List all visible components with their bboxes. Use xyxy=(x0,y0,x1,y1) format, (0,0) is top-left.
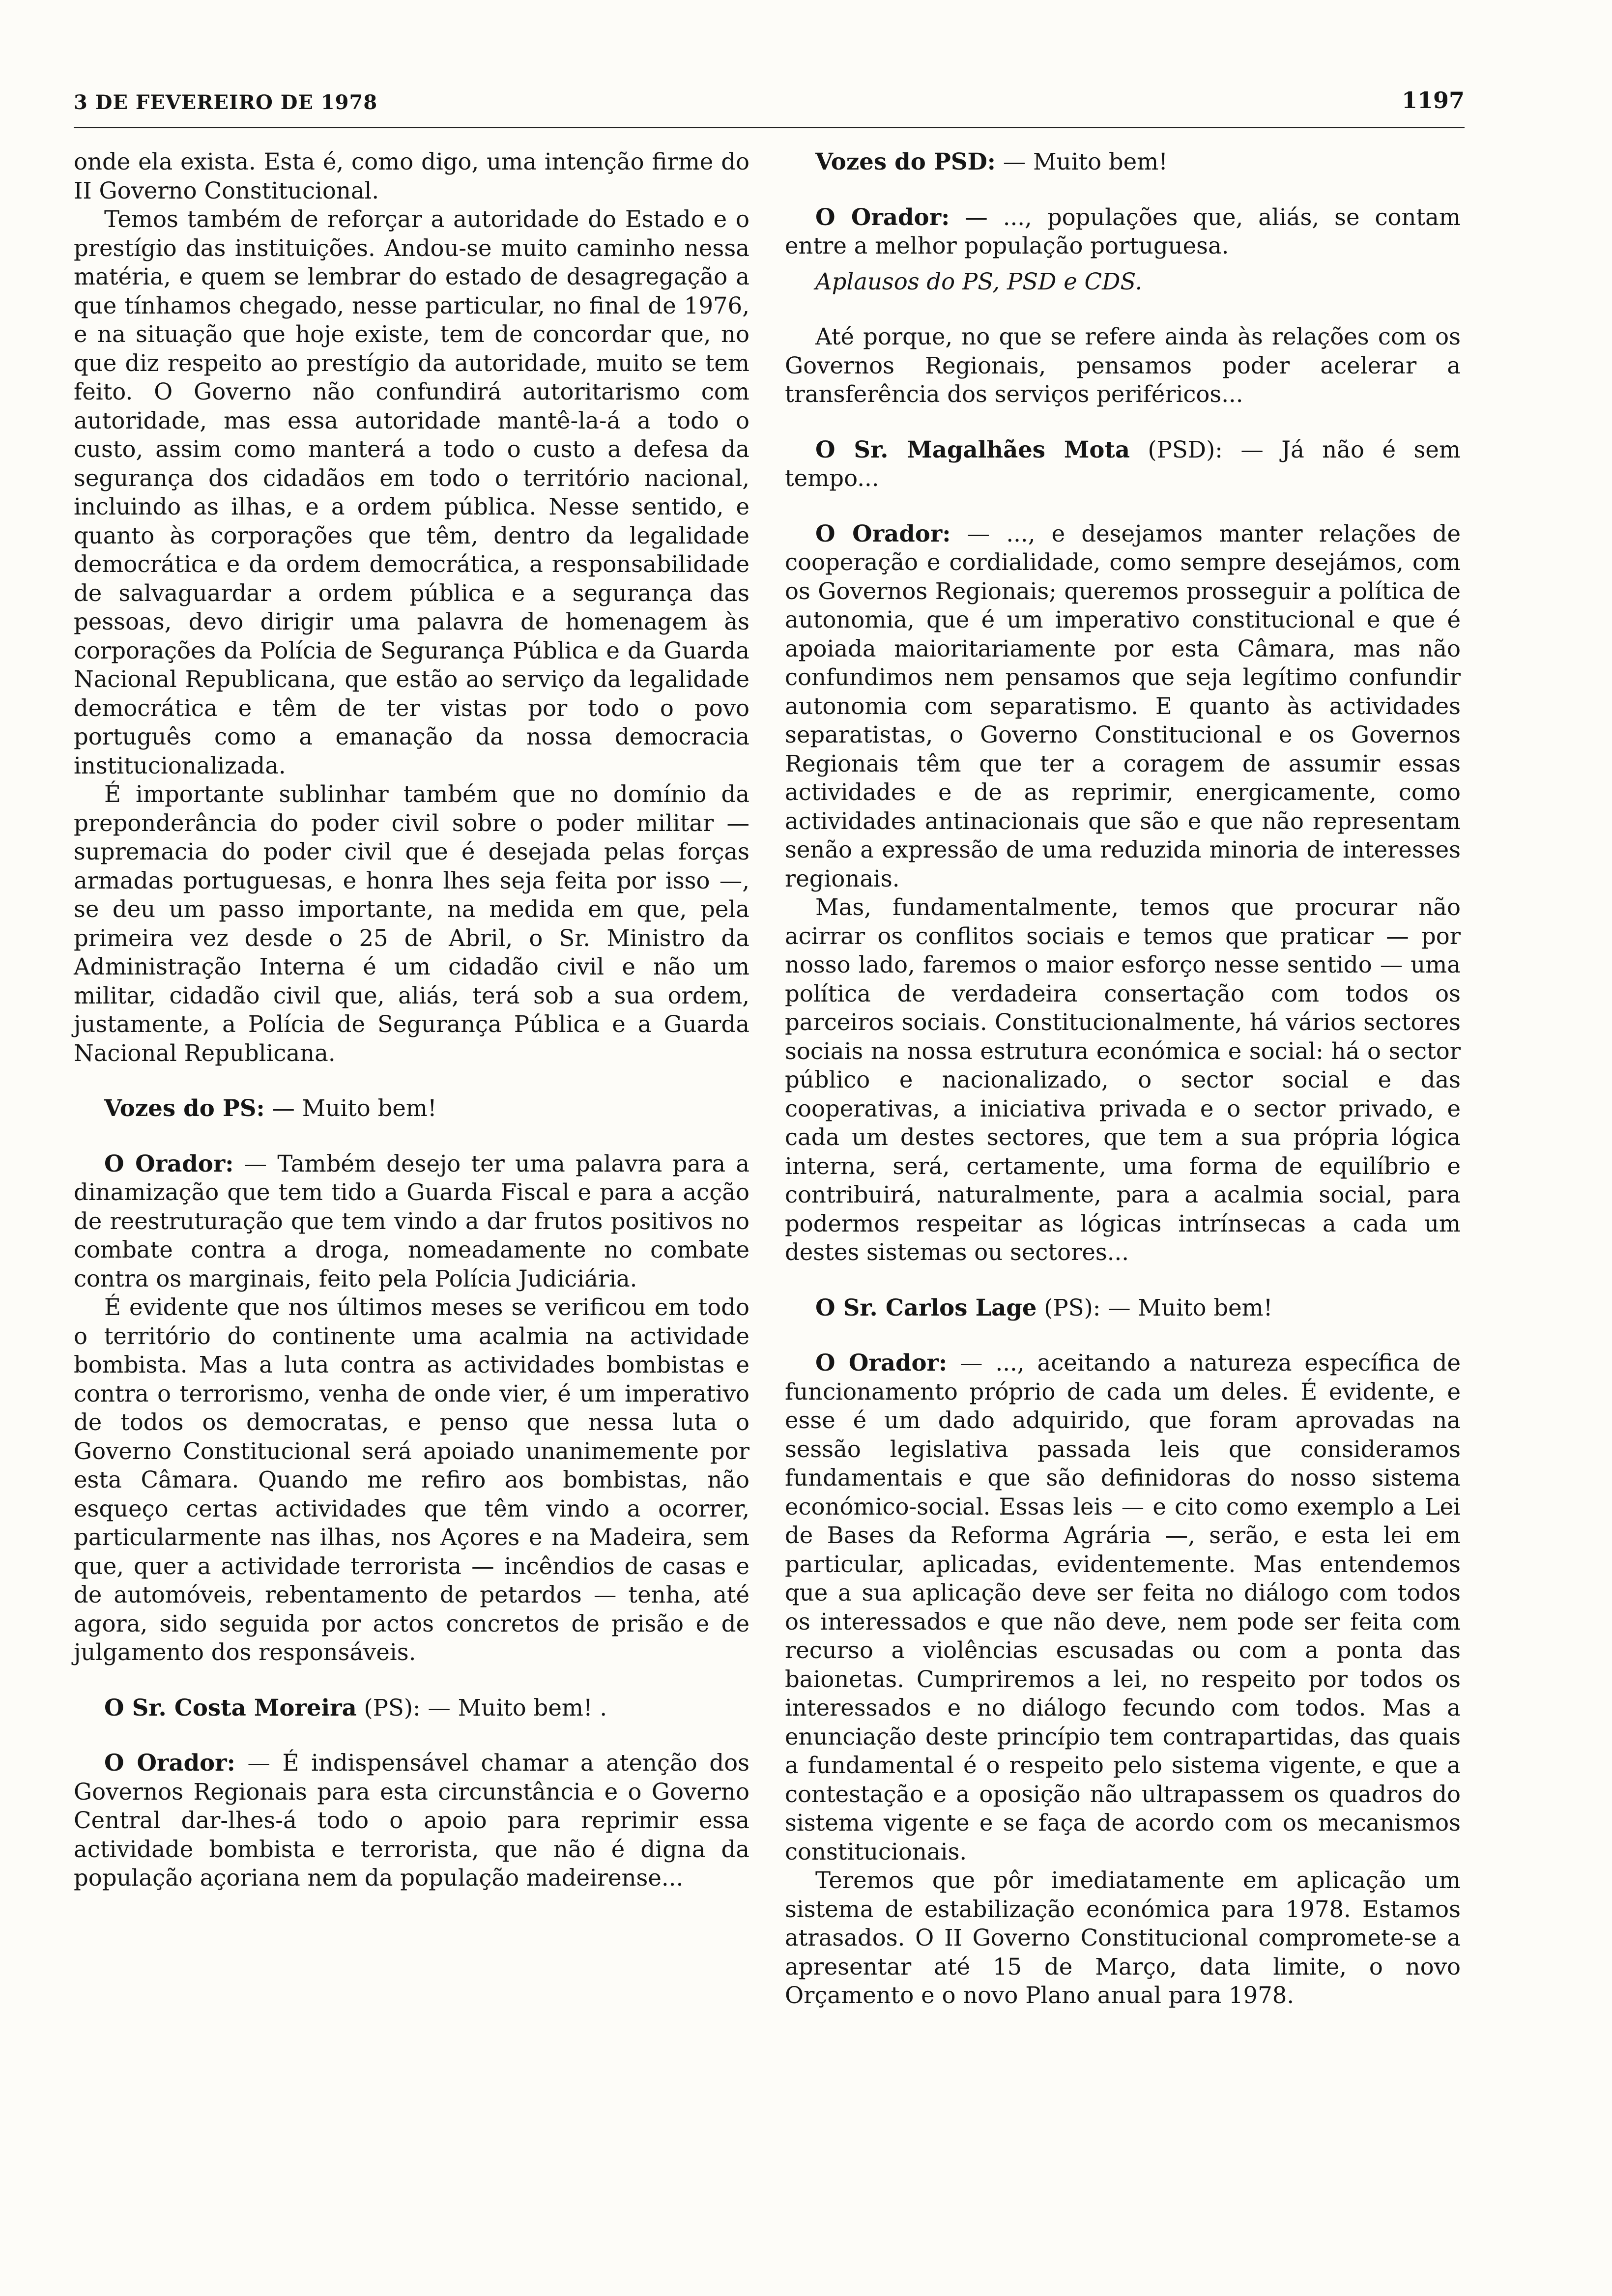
paragraph: Até porque, no que se refere ainda às relações com os Governos Regionais, pensamos poder acelerar a transferência dos serviços periféricos... xyxy=(785,323,1461,407)
speech-intervention xyxy=(74,1094,749,1123)
paragraph: Temos também de reforçar a autoridade do Estado e o prestígio das instituições. Andou-se muito caminho nessa matéria, e quem se lembrar do estado de desagregação a que tínhamos chegado, nesse particular, no final de 1976, e na situação que hoje existe, tem de concordar que, no que diz respeito ao prestígio da autoridade, muito se tem feito. O Governo não confundirá autoritarismo com autoridade, mas essa autoridade mantê-la-á a todo o custo, assim como manterá a todo o custo a defesa da segurança dos cidadãos em todo o território nacional, incluindo as ilhas, e a ordem pública. Nesse sentido, e quanto às corporações que têm, dentro da legalidade democrática e da ordem democrática, a responsabilidade de salvaguardar a ordem pública e a segurança das pessoas, devo dirigir uma palavra de homenagem às corporações da Polícia de Segurança Pública e da Guarda Nacional Republicana, que estão ao serviço da legalidade democrática e têm de ter vistas por todo o povo português como a emanação da nossa democracia institucionalizada. xyxy=(74,206,749,779)
speaker-name: Vozes do PS: xyxy=(104,1094,265,1121)
paragraph: É evidente que nos últimos meses se verificou em todo o território do continente uma acalmia na actividade bombista. Mas a luta contra as actividades bombistas e contra o terrorismo, venha de onde vier, é um imperativo de todos os democratas, e penso que nessa luta o Governo Constitucional será apoiado unanimemente por esta Câmara. Quando me refiro aos bombistas, não esqueço certas actividades que têm vindo a ocorrer, particularmente nas ilhas, nos Açores e na Madeira, sem que, quer a actividade terrorista — incêndios de casas e de automóveis, rebentamento de petardos — tenha, até agora, sido seguida por actos concretos de prisão e de julgamento dos responsáveis. xyxy=(74,1294,749,1665)
speaker-name: O Sr. Magalhães Mota xyxy=(815,435,1130,463)
speaker-name: O Orador: xyxy=(104,1149,234,1177)
header-rule xyxy=(74,127,1465,128)
speaker-name: O Orador: xyxy=(815,1349,948,1376)
speaker-name: O Orador: xyxy=(104,1749,235,1776)
speech-text: (PS): — Muito bem! xyxy=(1036,1294,1273,1321)
speech-text: (PSD): — Já não é sem tempo... xyxy=(785,436,1461,491)
speech-intervention xyxy=(785,519,1461,893)
paragraph: Teremos que pôr imediatamente em aplicação um sistema de estabilização económica para 1978. Estamos atrasados. O II Governo Constitucional compromete-se a apresentar até 15 de Março, data limite, o novo Orçamento e o novo Plano anual para 1978. xyxy=(785,1867,1461,2009)
speaker-name: O Orador: xyxy=(815,203,950,230)
speaker-name: O Sr. Costa Moreira xyxy=(104,1693,357,1721)
page-number: 1197 xyxy=(1401,87,1465,114)
speech-intervention xyxy=(785,1293,1461,1322)
applause-note: Aplausos do PS, PSD e CDS. xyxy=(815,268,1143,295)
speech-intervention xyxy=(74,1749,749,1893)
speaker-name: O Sr. Carlos Lage xyxy=(815,1293,1037,1321)
speech-text: — Muito bem! xyxy=(264,1095,437,1121)
paragraph: Mas, fundamentalmente, temos que procurar não acirrar os conflitos sociais e temos que praticar — por nosso lado, faremos o maior esforço nesse sentido — uma política de verdadeira consertação com todos os parceiros sociais. Constitucionalmente, há vários sectores sociais na nossa estrutura económica e social: há o sector público e nacionalizado, o sector social e das cooperativas, a iniciativa privada e o sector privado, e cada um destes sectores, que tem a sua própria lógica interna, será, certamente, uma forma de equilíbrio e contribuirá, naturalmente, para a acalmia social, para podermos respeitar as lógicas intrínsecas a cada um destes sistemas ou sectores... xyxy=(785,894,1461,1265)
left-column xyxy=(74,147,749,1893)
speech-text: — Também desejo ter uma palavra para a dinamização que tem tido a Guarda Fiscal e para a acção de reestruturação que tem vindo a dar frutos positivos no combate contra a droga, nomeadamente no combate contra os marginais, feito pela Polícia Judiciária. xyxy=(74,1150,749,1292)
speech-intervention xyxy=(785,147,1461,176)
speaker-name: O Orador: xyxy=(815,519,951,547)
speech-text: — Muito bem! xyxy=(995,148,1168,175)
speaker-name: Vozes do PSD: xyxy=(815,148,996,175)
right-column xyxy=(785,147,1461,2010)
speech-text: (PS): — Muito bem! . xyxy=(356,1694,607,1721)
speech-text: — ..., e desejamos manter relações de cooperação e cordialidade, como sempre desejámos, com os Governos Regionais; queremos prosseguir a política de autonomia, que é um imperativo constitucional e que é apoiada maioritariamente por esta Câmara, mas não confundimos nem pensamos que seja legítimo confundir autonomia com separatismo. E quanto às actividades separatistas, o Governo Constitucional e os Governos Regionais têm que ter a coragem de assumir essas actividades e de as reprimir, energicamente, como actividades antinacionais que são e que não representam senão a expressão de uma reduzida minoria de interesses regionais. xyxy=(785,520,1461,892)
speech-intervention xyxy=(785,1349,1461,1866)
speech-intervention xyxy=(785,435,1461,493)
speech-text: — ..., aceitando a natureza específica de funcionamento próprio de cada um deles. É evidente, e esse é um dado adquirido, que foram aprovadas na sessão legislativa passada leis que consideramos fundamentais e que são definidoras do nosso sistema económico-social. Essas leis — e cito como exemplo a Lei de Bases da Reforma Agrária —, serão, e esta lei em particular, aplicadas, evidentemente. Mas entendemos que a sua aplicação deve ser feita no diálogo com todos os interessados e que não deve, nem pode ser feita com recurso a violências escusadas ou com a ponta das baionetas. Cumpriremos a lei, no respeito por todos os interessados e no diálogo fecundo com todos. Mas a enunciação deste princípio tem contrapartidas, das quais a fundamental é o respeito pelo sistema vigente, e que a contestação e a oposição não ultrapassem os quadros do sistema vigente e se faça de acordo com os mecanismos constitucionais. xyxy=(785,1349,1461,1865)
paragraph: onde ela exista. Esta é, como digo, uma intenção firme do II Governo Constitucional. xyxy=(74,148,749,204)
running-header xyxy=(74,87,1465,120)
speech-text: — ..., populações que, aliás, se contam entre a melhor população portuguesa. xyxy=(785,203,1461,259)
speech-text: — É indispensável chamar a atenção dos Governos Regionais para esta circunstância e o Governo Central dar-lhes-á todo o apoio para reprimir essa actividade bombista e terrorista, que não é digna da população açoriana nem da população madeirense... xyxy=(74,1750,749,1891)
paragraph: É importante sublinhar também que no domínio da preponderância do poder civil sobre o poder militar — supremacia do poder civil que é desejada pelas forças armadas portuguesas, e honra lhes seja feita por isso —, se deu um passo importante, na medida em que, pela primeira vez desde o 25 de Abril, o Sr. Ministro da Administração Interna é um cidadão civil e não um militar, cidadão civil que, aliás, terá sob a sua ordem, justamente, a Polícia de Segurança Pública e a Guarda Nacional Republicana. xyxy=(74,781,749,1066)
speech-intervention xyxy=(785,203,1461,260)
speech-intervention xyxy=(74,1693,749,1722)
header-date: 3 DE FEVEREIRO DE 1978 xyxy=(74,91,378,114)
speech-intervention xyxy=(74,1149,749,1293)
